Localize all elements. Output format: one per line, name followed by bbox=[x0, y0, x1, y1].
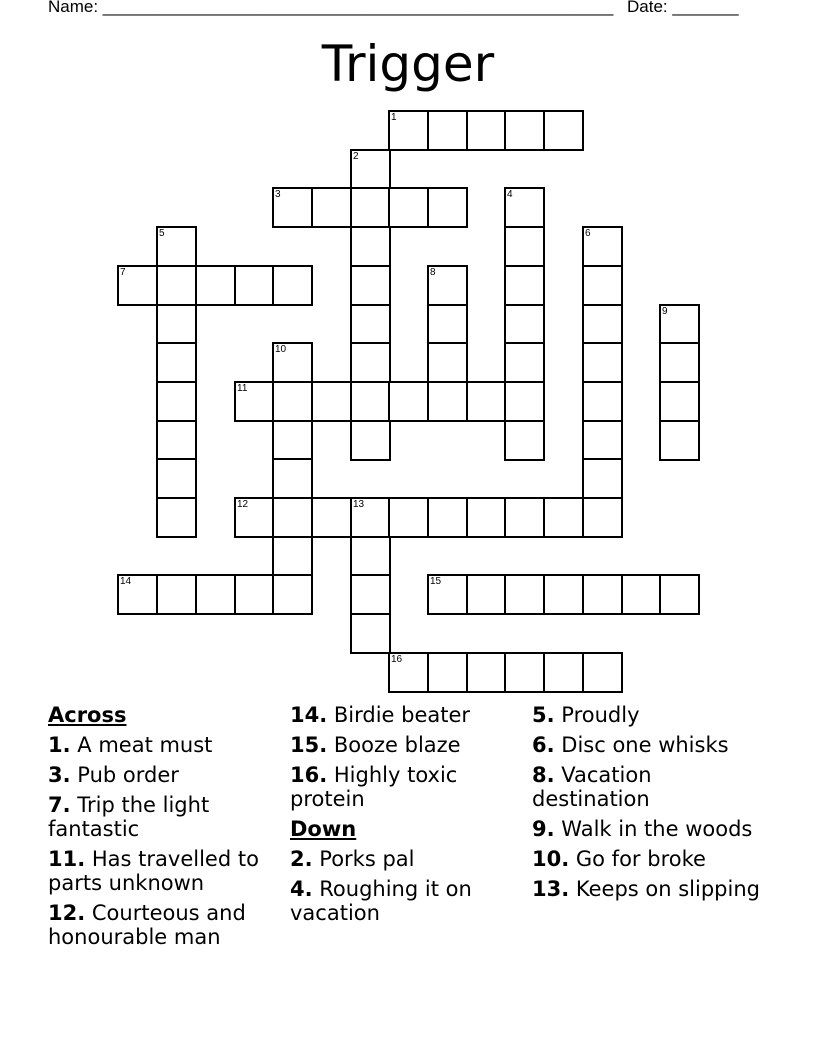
grid-cell[interactable] bbox=[234, 497, 275, 538]
clue-number: 2. bbox=[290, 847, 313, 871]
grid-cell[interactable] bbox=[582, 574, 623, 615]
grid-cell[interactable] bbox=[427, 574, 468, 615]
clue-number: 5. bbox=[532, 703, 555, 727]
grid-cell[interactable] bbox=[582, 458, 623, 499]
grid-cell[interactable] bbox=[504, 226, 545, 267]
clue-text: A meat must bbox=[77, 733, 213, 757]
clue-number-label: 16 bbox=[391, 654, 403, 665]
grid-cell[interactable] bbox=[350, 574, 391, 615]
grid-cell[interactable] bbox=[350, 149, 391, 190]
date-field[interactable]: Date: _______ bbox=[627, 0, 739, 16]
clue-down-8 bbox=[532, 763, 760, 811]
grid-cell[interactable] bbox=[350, 187, 391, 228]
grid-cell[interactable] bbox=[195, 265, 236, 306]
clue-text: Trip the light fantastic bbox=[48, 793, 210, 841]
clue-down-9 bbox=[532, 817, 760, 841]
grid-cell[interactable] bbox=[582, 265, 623, 306]
grid-cell[interactable] bbox=[427, 342, 468, 383]
clue-text: Pub order bbox=[77, 763, 179, 787]
grid-cell[interactable] bbox=[427, 652, 468, 693]
grid-cell[interactable] bbox=[156, 304, 197, 345]
clue-text: Keeps on slipping bbox=[575, 877, 760, 901]
clue-across-7 bbox=[48, 793, 276, 841]
clue-number-label: 1 bbox=[391, 112, 397, 123]
clue-down-5 bbox=[532, 703, 760, 727]
grid-cell[interactable] bbox=[117, 574, 158, 615]
clue-number: 1. bbox=[48, 733, 71, 757]
clue-across-1 bbox=[48, 733, 276, 757]
clue-text: Go for broke bbox=[575, 847, 706, 871]
grid-cell[interactable] bbox=[582, 304, 623, 345]
grid-cell[interactable] bbox=[156, 265, 197, 306]
grid-cell[interactable] bbox=[234, 574, 275, 615]
grid-cell[interactable] bbox=[156, 226, 197, 267]
clue-number: 15. bbox=[290, 733, 328, 757]
grid-cell[interactable] bbox=[427, 187, 468, 228]
grid-cell[interactable] bbox=[272, 574, 313, 615]
grid-cell[interactable] bbox=[350, 420, 391, 461]
grid-cell[interactable] bbox=[582, 497, 623, 538]
clue-text: Courteous and honourable man bbox=[48, 901, 246, 949]
grid-cell[interactable] bbox=[504, 187, 545, 228]
grid-cell[interactable] bbox=[504, 265, 545, 306]
clue-number-label: 9 bbox=[662, 306, 668, 317]
grid-cell[interactable] bbox=[504, 381, 545, 422]
clue-text: Booze blaze bbox=[333, 733, 461, 757]
clue-number: 8. bbox=[532, 763, 555, 787]
grid-cell[interactable] bbox=[659, 304, 700, 345]
clue-number: 14. bbox=[290, 703, 328, 727]
grid-cell[interactable] bbox=[117, 265, 158, 306]
grid-cell[interactable] bbox=[504, 110, 545, 151]
clue-down-6 bbox=[532, 733, 760, 757]
clue-number: 3. bbox=[48, 763, 71, 787]
clue-across-3 bbox=[48, 763, 276, 787]
clue-number: 16. bbox=[290, 763, 328, 787]
grid-cell[interactable] bbox=[504, 574, 545, 615]
grid-cell[interactable] bbox=[504, 342, 545, 383]
clue-number-label: 13 bbox=[353, 499, 365, 510]
grid-cell[interactable] bbox=[350, 304, 391, 345]
grid-cell[interactable] bbox=[466, 381, 507, 422]
clue-text: Vacation destination bbox=[532, 763, 652, 811]
grid-cell[interactable] bbox=[659, 574, 700, 615]
grid-cell[interactable] bbox=[272, 420, 313, 461]
clue-down-13 bbox=[532, 877, 760, 901]
grid-cell[interactable] bbox=[272, 342, 313, 383]
grid-cell[interactable] bbox=[311, 497, 352, 538]
grid-cell[interactable] bbox=[272, 536, 313, 577]
grid-cell[interactable] bbox=[234, 265, 275, 306]
grid-cell[interactable] bbox=[504, 420, 545, 461]
grid-cell[interactable] bbox=[543, 574, 584, 615]
clue-across-16 bbox=[290, 763, 518, 811]
grid-cell[interactable] bbox=[272, 381, 313, 422]
clue-down-4 bbox=[290, 877, 518, 925]
grid-cell[interactable] bbox=[388, 381, 429, 422]
grid-cell[interactable] bbox=[156, 420, 197, 461]
grid-cell[interactable] bbox=[156, 381, 197, 422]
grid-cell[interactable] bbox=[388, 652, 429, 693]
grid-cell[interactable] bbox=[272, 497, 313, 538]
grid-cell[interactable] bbox=[350, 497, 391, 538]
grid-cell[interactable] bbox=[156, 497, 197, 538]
clue-number-label: 3 bbox=[275, 189, 281, 200]
grid-cell[interactable] bbox=[234, 381, 275, 422]
grid-cell[interactable] bbox=[156, 574, 197, 615]
grid-cell[interactable] bbox=[466, 574, 507, 615]
clue-text: Porks pal bbox=[319, 847, 415, 871]
grid-cell[interactable] bbox=[350, 342, 391, 383]
down-heading: Down bbox=[290, 817, 357, 841]
clue-text: Has travelled to parts unknown bbox=[48, 847, 259, 895]
grid-cell[interactable] bbox=[504, 497, 545, 538]
clue-text: Highly toxic protein bbox=[290, 763, 458, 811]
grid-cell[interactable] bbox=[427, 497, 468, 538]
clues-column-1 bbox=[48, 703, 276, 955]
clue-number: 4. bbox=[290, 877, 313, 901]
grid-cell[interactable] bbox=[659, 381, 700, 422]
grid-cell[interactable] bbox=[543, 110, 584, 151]
clue-number: 12. bbox=[48, 901, 86, 925]
grid-cell[interactable] bbox=[466, 497, 507, 538]
grid-cell[interactable] bbox=[504, 652, 545, 693]
clue-number-label: 5 bbox=[159, 228, 165, 239]
grid-cell[interactable] bbox=[582, 420, 623, 461]
clue-number-label: 15 bbox=[430, 576, 442, 587]
grid-cell[interactable] bbox=[195, 574, 236, 615]
grid-cell[interactable] bbox=[543, 497, 584, 538]
grid-cell[interactable] bbox=[582, 652, 623, 693]
clue-number-label: 10 bbox=[275, 344, 287, 355]
grid-cell[interactable] bbox=[156, 458, 197, 499]
clue-across-14 bbox=[290, 703, 518, 727]
grid-cell[interactable] bbox=[659, 342, 700, 383]
grid-cell[interactable] bbox=[388, 110, 429, 151]
clue-number: 11. bbox=[48, 847, 86, 871]
grid-cell[interactable] bbox=[311, 381, 352, 422]
clues-column-2 bbox=[290, 703, 518, 931]
grid-cell[interactable] bbox=[350, 613, 391, 654]
grid-cell[interactable] bbox=[543, 652, 584, 693]
grid-cell[interactable] bbox=[466, 652, 507, 693]
grid-cell[interactable] bbox=[582, 381, 623, 422]
grid-cell[interactable] bbox=[427, 265, 468, 306]
grid-cell[interactable] bbox=[350, 536, 391, 577]
clue-down-10 bbox=[532, 847, 760, 871]
clue-text: Disc one whisks bbox=[561, 733, 729, 757]
grid-cell[interactable] bbox=[272, 187, 313, 228]
grid-cell[interactable] bbox=[388, 497, 429, 538]
clue-number-label: 14 bbox=[120, 576, 132, 587]
grid-cell[interactable] bbox=[350, 226, 391, 267]
grid-cell[interactable] bbox=[582, 342, 623, 383]
grid-cell[interactable] bbox=[427, 304, 468, 345]
clue-number: 6. bbox=[532, 733, 555, 757]
clue-across-12 bbox=[48, 901, 276, 949]
clue-number: 7. bbox=[48, 793, 71, 817]
grid-cell[interactable] bbox=[427, 381, 468, 422]
clue-number-label: 4 bbox=[507, 189, 513, 200]
name-field[interactable]: Name: ______________________________________________________ bbox=[48, 0, 614, 16]
clue-across-11 bbox=[48, 847, 276, 895]
clues-column-3 bbox=[532, 703, 760, 907]
grid-cell[interactable] bbox=[504, 304, 545, 345]
grid-cell[interactable] bbox=[272, 265, 313, 306]
clue-number: 10. bbox=[532, 847, 570, 871]
clue-text: Walk in the woods bbox=[561, 817, 753, 841]
grid-cell[interactable] bbox=[466, 110, 507, 151]
clue-number: 9. bbox=[532, 817, 555, 841]
clue-text: Birdie beater bbox=[333, 703, 471, 727]
grid-cell[interactable] bbox=[388, 187, 429, 228]
grid-cell[interactable] bbox=[621, 574, 662, 615]
grid-cell[interactable] bbox=[350, 265, 391, 306]
grid-cell[interactable] bbox=[582, 226, 623, 267]
grid-cell[interactable] bbox=[659, 420, 700, 461]
clue-number-label: 2 bbox=[353, 151, 359, 162]
clue-text: Proudly bbox=[561, 703, 640, 727]
grid-cell[interactable] bbox=[272, 458, 313, 499]
clue-number-label: 8 bbox=[430, 267, 436, 278]
across-heading: Across bbox=[48, 703, 127, 727]
clue-number-label: 6 bbox=[585, 228, 591, 239]
clue-number-label: 11 bbox=[237, 383, 248, 394]
clue-number: 13. bbox=[532, 877, 570, 901]
clue-text: Roughing it on vacation bbox=[290, 877, 472, 925]
clue-number-label: 7 bbox=[120, 267, 126, 278]
clue-across-15 bbox=[290, 733, 518, 757]
grid-cell[interactable] bbox=[350, 381, 391, 422]
puzzle-title: Trigger bbox=[321, 35, 495, 93]
grid-cell[interactable] bbox=[311, 187, 352, 228]
grid-cell[interactable] bbox=[156, 342, 197, 383]
clue-number-label: 12 bbox=[237, 499, 249, 510]
grid-cell[interactable] bbox=[427, 110, 468, 151]
clue-down-2 bbox=[290, 847, 518, 871]
